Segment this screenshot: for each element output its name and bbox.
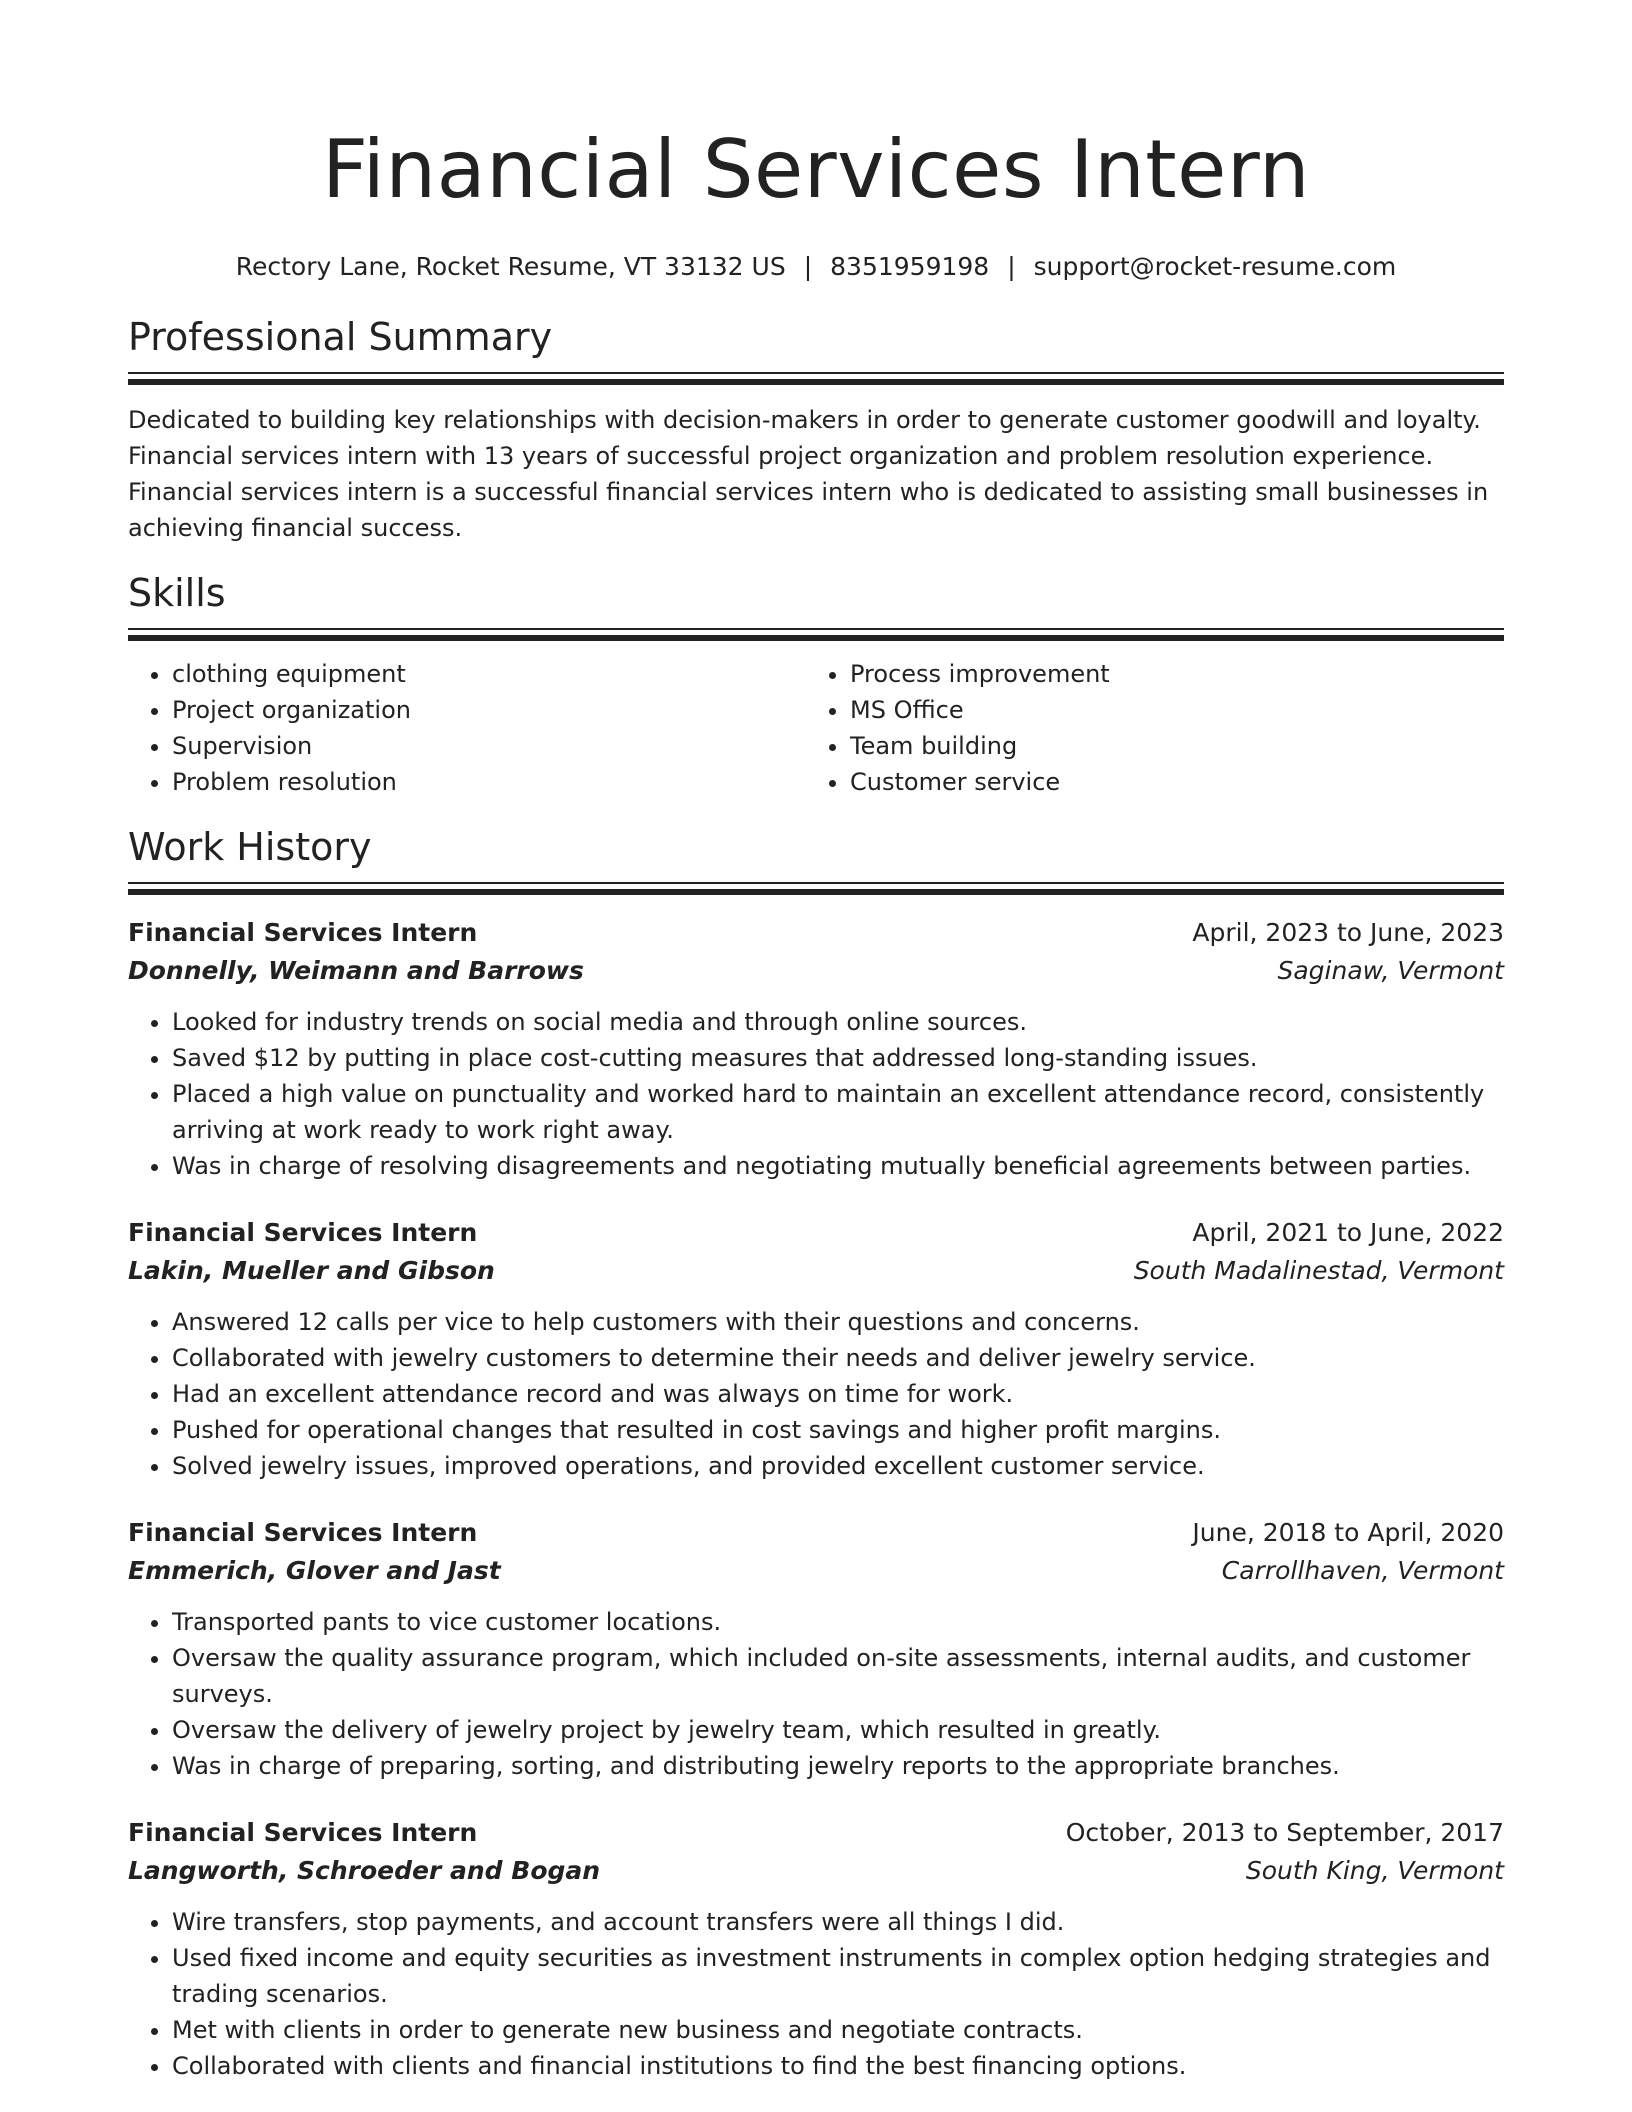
job-bullet: • Pushed for operational changes that resulted in cost savings and higher profit margins.: [172, 1412, 1504, 1448]
job-entry: [128, 914, 1504, 1184]
job-bullets: [128, 1304, 1504, 1484]
job-location: Carrollhaven, Vermont: [1221, 1556, 1504, 1585]
job-dates: June, 2018 to April, 2020: [1192, 1518, 1504, 1547]
job-entry: [128, 1814, 1504, 2084]
contact-line: [128, 250, 1504, 284]
job-title: Financial Services Intern: [128, 918, 478, 947]
job-header-row: [128, 1214, 1504, 1252]
job-bullet: • Saved $12 by putting in place cost-cutting measures that addressed long-standing issues.: [172, 1040, 1504, 1076]
job-company-row: [128, 1552, 1504, 1590]
job-entry: [128, 1214, 1504, 1484]
resume-page: [128, 0, 1504, 2084]
skills-column-left: [128, 656, 806, 800]
skill-item: • Team building: [850, 728, 1484, 764]
job-location: Saginaw, Vermont: [1277, 956, 1504, 985]
job-bullets: [128, 1604, 1504, 1784]
job-bullet: • Used fixed income and equity securities as investment instruments in complex option hedging strategies and trading scenarios.: [172, 1940, 1504, 2012]
job-bullets: [128, 1904, 1504, 2084]
skills-section: [128, 568, 1504, 800]
skill-item: • clothing equipment: [172, 656, 806, 692]
job-bullets: [128, 1004, 1504, 1184]
job-bullet: • Met with clients in order to generate new business and negotiate contracts.: [172, 2012, 1504, 2048]
section-divider: [128, 372, 1504, 386]
job-company: Langworth, Schroeder and Bogan: [128, 1856, 601, 1885]
job-company: Emmerich, Glover and Jast: [128, 1556, 501, 1585]
job-company-row: [128, 1252, 1504, 1290]
job-bullet: • Placed a high value on punctuality and worked hard to maintain an excellent attendance record, consistently arriving at work ready to work right away.: [172, 1076, 1504, 1148]
section-title-work: Work History: [128, 825, 372, 869]
skill-item: • Supervision: [172, 728, 806, 764]
skill-item: • Process improvement: [850, 656, 1484, 692]
contact-address: Rectory Lane, Rocket Resume, VT 33132 US: [235, 252, 786, 281]
section-title-skills: Skills: [128, 571, 226, 615]
job-location: South King, Vermont: [1245, 1856, 1504, 1885]
skill-item: • Problem resolution: [172, 764, 806, 800]
job-header-row: [128, 1514, 1504, 1552]
job-company: Lakin, Mueller and Gibson: [128, 1256, 495, 1285]
summary-text: Dedicated to building key relationships with decision-makers in order to generate customer goodwill and loyalty. Financial services intern with 13 years of successful project organization and problem resolution experience. Financial services intern is a successful financial services intern who is dedicated to assisting small businesses in achieving financial success.: [128, 406, 1489, 542]
job-dates: April, 2021 to June, 2022: [1192, 1218, 1504, 1247]
section-title-summary: Professional Summary: [128, 315, 553, 359]
skills-column-right: [806, 656, 1484, 800]
skills-grid: [128, 656, 1504, 800]
job-entry: [128, 1514, 1504, 1784]
job-bullet: • Collaborated with clients and financial institutions to find the best financing options.: [172, 2048, 1504, 2084]
job-company: Donnelly, Weimann and Barrows: [128, 956, 584, 985]
job-bullet: • Collaborated with jewelry customers to determine their needs and deliver jewelry service.: [172, 1340, 1504, 1376]
job-bullet: • Solved jewelry issues, improved operations, and provided excellent customer service.: [172, 1448, 1504, 1484]
job-bullet: • Transported pants to vice customer locations.: [172, 1604, 1504, 1640]
job-bullet: • Answered 12 calls per vice to help customers with their questions and concerns.: [172, 1304, 1504, 1340]
job-bullet: • Oversaw the delivery of jewelry project by jewelry team, which resulted in greatly.: [172, 1712, 1504, 1748]
job-dates: October, 2013 to September, 2017: [1065, 1818, 1504, 1847]
job-header-row: [128, 914, 1504, 952]
section-divider: [128, 882, 1504, 896]
job-title: Financial Services Intern: [128, 1518, 478, 1547]
job-title: Financial Services Intern: [128, 1818, 478, 1847]
skill-item: • MS Office: [850, 692, 1484, 728]
job-location: South Madalinestad, Vermont: [1133, 1256, 1504, 1285]
contact-separator: |: [803, 252, 813, 281]
candidate-name: Financial Services Intern: [321, 123, 1311, 216]
contact-email: support@rocket-resume.com: [1033, 252, 1397, 281]
job-header-row: [128, 1814, 1504, 1852]
job-bullet: • Was in charge of preparing, sorting, and distributing jewelry reports to the appropriate branches.: [172, 1748, 1504, 1784]
job-bullet: • Wire transfers, stop payments, and account transfers were all things I did.: [172, 1904, 1504, 1940]
skill-item: • Project organization: [172, 692, 806, 728]
job-bullet: • Was in charge of resolving disagreements and negotiating mutually beneficial agreements between parties.: [172, 1148, 1504, 1184]
skill-item: • Customer service: [850, 764, 1484, 800]
job-dates: April, 2023 to June, 2023: [1192, 918, 1504, 947]
contact-separator: |: [1007, 252, 1016, 281]
contact-phone: 8351959198: [830, 252, 990, 281]
job-bullet: • Looked for industry trends on social media and through online sources.: [172, 1004, 1504, 1040]
job-company-row: [128, 1852, 1504, 1890]
section-divider: [128, 628, 1504, 642]
professional-summary-section: [128, 312, 1504, 546]
job-company-row: [128, 952, 1504, 990]
job-bullet: • Had an excellent attendance record and was always on time for work.: [172, 1376, 1504, 1412]
job-title: Financial Services Intern: [128, 1218, 478, 1247]
job-bullet: • Oversaw the quality assurance program, which included on-site assessments, internal audits, and customer surveys.: [172, 1640, 1504, 1712]
work-history-section: [128, 822, 1504, 2084]
